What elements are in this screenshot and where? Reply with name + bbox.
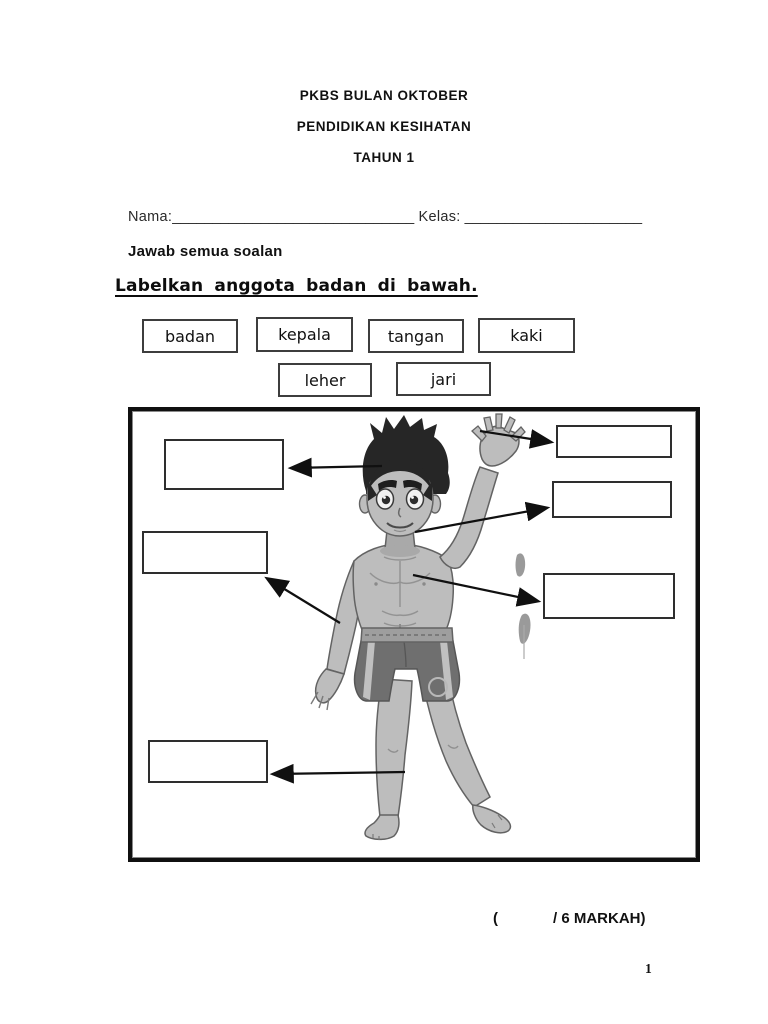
page-number: 1	[645, 961, 652, 976]
word-bank-item-badan: badan	[142, 319, 238, 353]
class-blank-line[interactable]: ______________________	[460, 209, 643, 225]
boy-left-hand	[316, 669, 344, 703]
boy-back-foot	[473, 805, 511, 833]
word-bank-item-tangan: tangan	[368, 319, 464, 353]
word-bank-item-kaki: kaki	[478, 318, 575, 353]
header-title-line-3: TAHUN 1	[353, 150, 415, 165]
word-bank-item-kepala: kepala	[256, 317, 353, 352]
word-bank-item-jari: jari	[396, 362, 491, 396]
word-bank-item-leher: leher	[278, 363, 372, 397]
header-title-line-2: PENDIDIKAN KESIHATAN	[296, 119, 472, 134]
answer-box-finger[interactable]	[556, 425, 672, 458]
header-title-line-1: PKBS BULAN OKTOBER	[299, 88, 469, 103]
answer-box-neck[interactable]	[552, 481, 672, 518]
name-class-line	[128, 209, 643, 225]
marks-open-paren: (	[493, 910, 498, 927]
image-fragment	[516, 553, 526, 576]
answer-box-head[interactable]	[164, 439, 284, 490]
boy-torso	[353, 544, 453, 632]
name-field-label: Nama:	[128, 209, 173, 225]
image-fragment	[519, 614, 531, 644]
marks-total-label: / 6 MARKAH)	[553, 910, 646, 927]
instruction-text: Jawab semua soalan	[128, 243, 283, 260]
boy-head	[360, 415, 450, 536]
boy-front-foot	[365, 815, 399, 839]
arrow-to-arm-box	[268, 579, 340, 623]
answer-box-body[interactable]	[543, 573, 675, 619]
name-blank-line[interactable]: ______________________________	[172, 209, 415, 225]
marks-line	[493, 910, 693, 927]
answer-box-arm[interactable]	[142, 531, 268, 574]
diagram-frame	[128, 407, 700, 862]
question-heading: Labelkan anggota badan di bawah.	[115, 276, 478, 296]
class-field-label: Kelas:	[418, 209, 461, 225]
answer-box-leg[interactable]	[148, 740, 268, 783]
